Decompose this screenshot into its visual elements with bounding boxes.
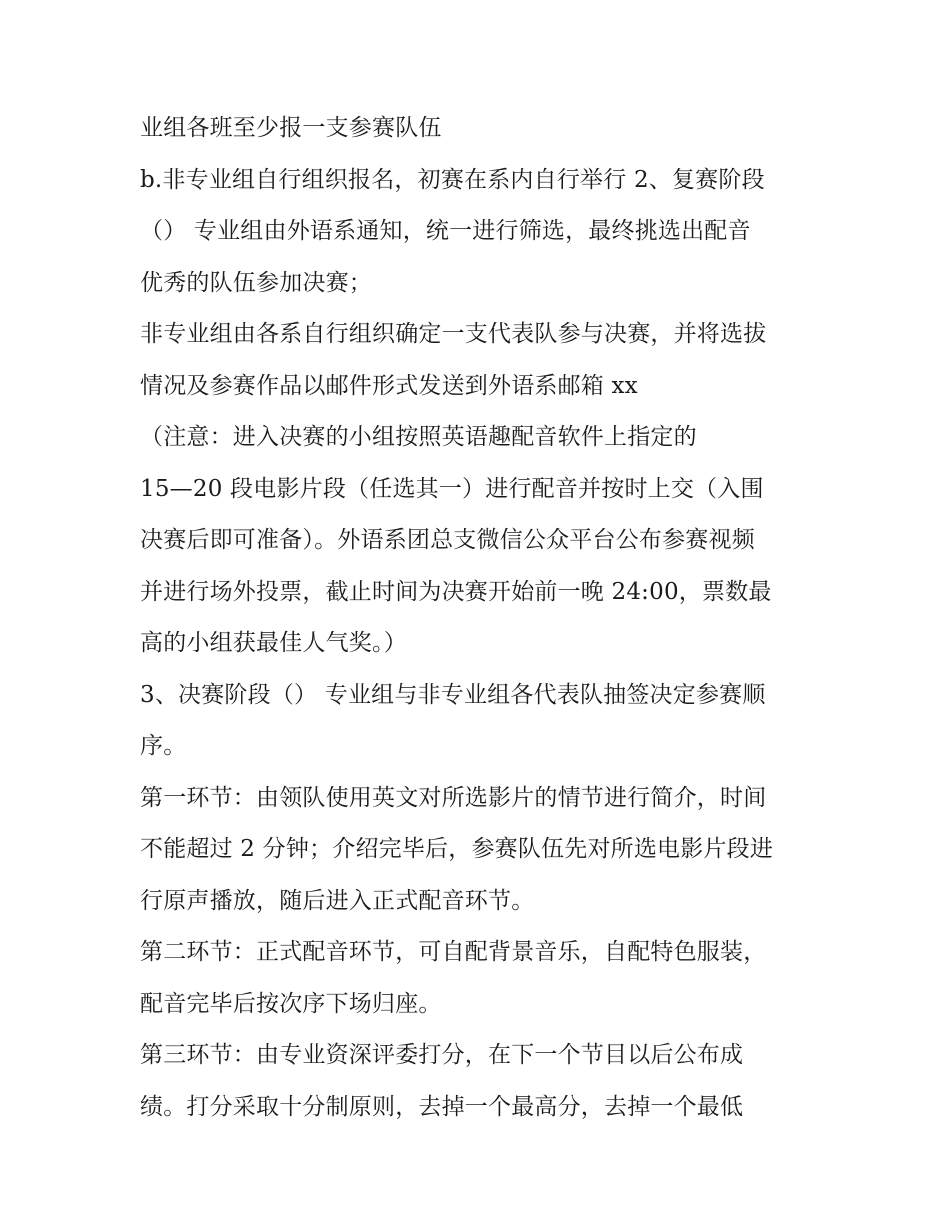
text-line: 高的小组获最佳人气奖。） [140,630,407,656]
text-line: 第二环节：正式配音环节，可自配背景音乐，自配特色服装， [140,939,767,965]
document-body [140,103,820,1133]
text-line: （注意：进入决赛的小组按照英语趣配音软件上指定的 [140,424,697,450]
text-line: 非专业组由各系自行组织确定一支代表队参与决赛，并将选拔 [140,321,767,347]
text-line: 第三环节：由专业资深评委打分，在下一个节目以后公布成 [140,1042,744,1068]
text-line: 序。 [140,733,187,759]
text-line: 并进行场外投票，截止时间为决赛开始前一晚 24:00，票数最 [140,578,772,605]
text-line: 绩。打分采取十分制原则，去掉一个最高分，去掉一个最低 [140,1093,744,1120]
text-line: （） 专业组由外语系通知，统一进行筛选，最终挑选出配音 [140,218,751,244]
text-line: b.非专业组自行组织报名，初赛在系内自行举行 2、复赛阶段 [140,166,765,193]
text-line: 配音完毕后按次序下场归座。 [140,990,442,1017]
text-line: 业组各班至少报一支参赛队伍 [140,115,442,141]
text-line: 15—20 段电影片段（任选其一）进行配音并按时上交（入围 [140,475,764,502]
text-line: 行原声播放，随后进入正式配音环节。 [140,887,535,914]
text-line: 第一环节：由领队使用英文对所选影片的情节进行简介，时间 [140,784,767,811]
text-line: 3、决赛阶段（） 专业组与非专业组各代表队抽签决定参赛顺 [140,681,766,708]
text-line: 情况及参赛作品以邮件形式发送到外语系邮箱 xx [140,372,638,399]
text-line: 决赛后即可准备）。外语系团总支微信公众平台公布参赛视频 [140,527,755,553]
text-line: 不能超过 2 分钟；介绍完毕后，参赛队伍先对所选电影片段进 [140,836,774,862]
text-line: 优秀的队伍参加决赛； [140,269,372,296]
